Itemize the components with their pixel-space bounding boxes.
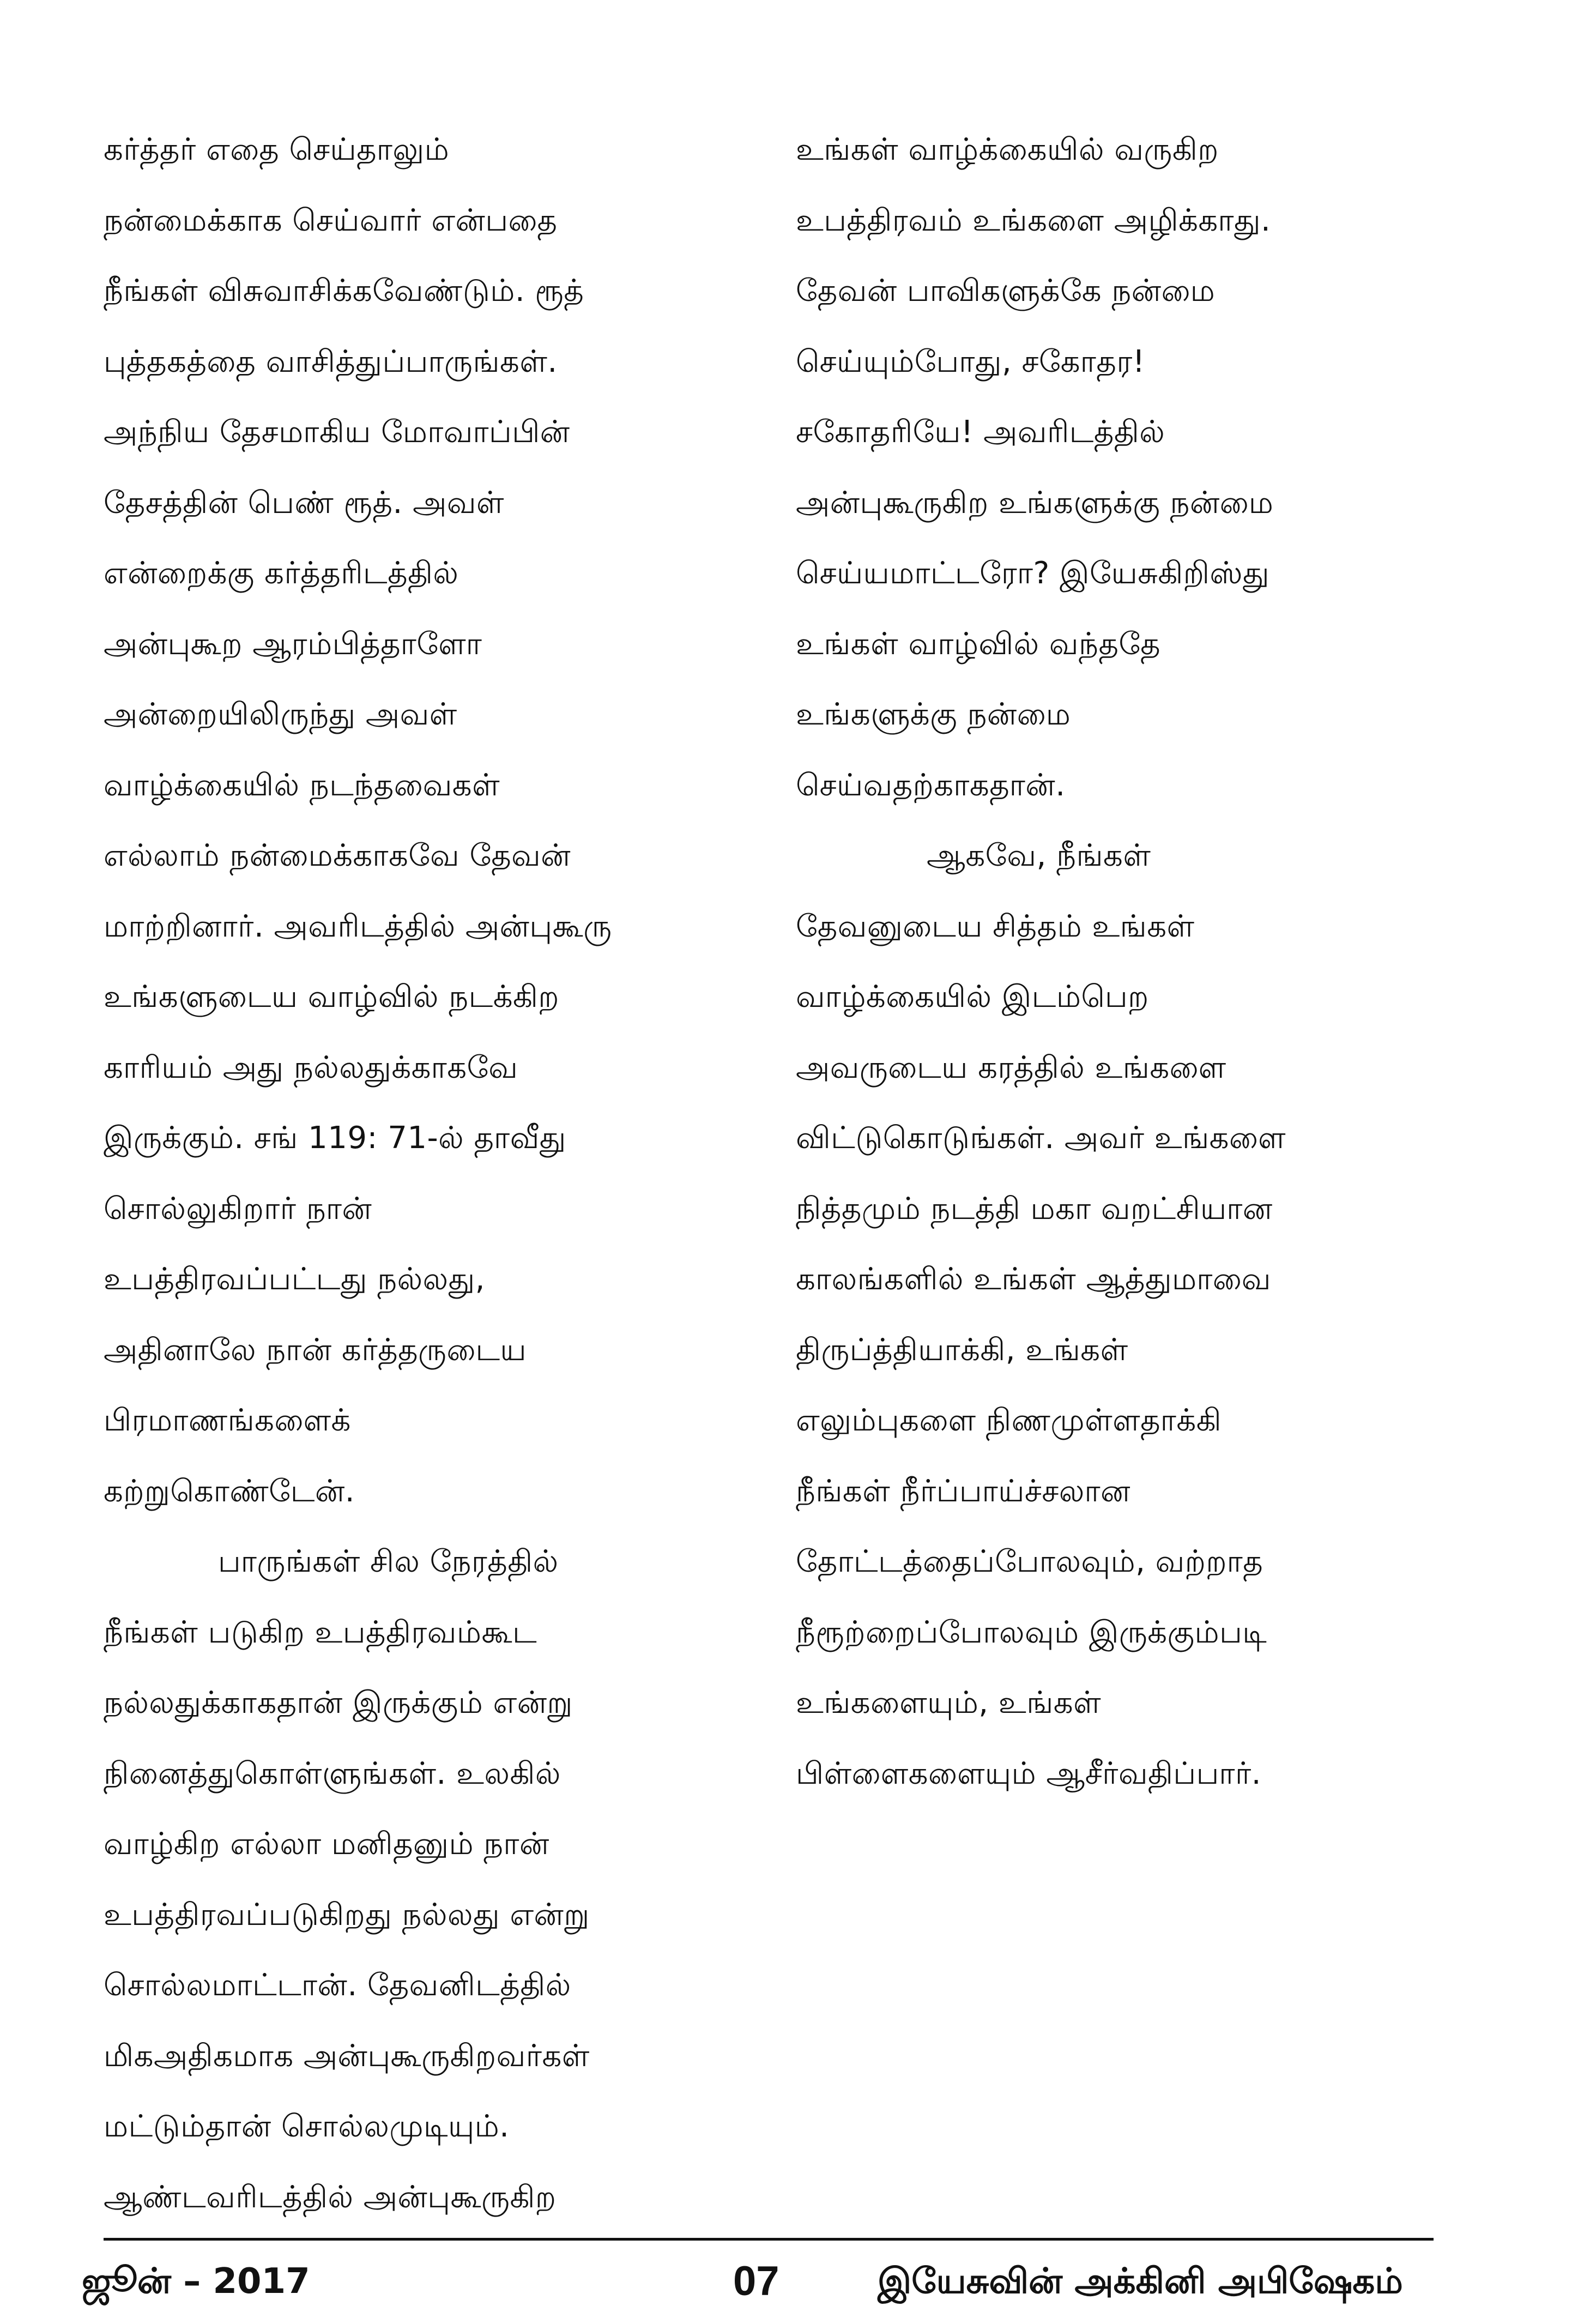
text-line: அந்நிய தேசமாகிய மோவாப்பின் [104, 414, 570, 450]
text-line: காலங்களில் உங்கள் ஆத்துமாவை [796, 1261, 1271, 1297]
text-line: நல்லதுக்காகதான் இருக்கும் என்று [104, 1685, 573, 1721]
text-line: நீங்கள் நீர்ப்பாய்ச்சலான [796, 1473, 1130, 1509]
right-text-column [796, 114, 1477, 1809]
text-line: எலும்புகளை நிணமுள்ளதாக்கி [796, 1403, 1222, 1438]
text-line: அதினாலே நான் கர்த்தருடைய [104, 1332, 527, 1368]
text-line: இருக்கும். சங் 119: 71-ல் தாவீது [104, 1120, 566, 1156]
text-line: உங்களுடைய வாழ்வில் நடக்கிற [104, 979, 560, 1015]
text-line: செய்யமாட்டரோ? இயேசுகிறிஸ்து [796, 556, 1270, 591]
text-line: உங்களையும், உங்கள் [796, 1685, 1102, 1721]
text-line: நினைத்துகொள்ளுங்கள். உலகில் [104, 1755, 561, 1791]
text-line: அன்றையிலிருந்து அவள் [104, 697, 457, 732]
left-text-column [104, 114, 758, 2232]
text-line: நீங்கள் படுகிற உபத்திரவம்கூட [104, 1614, 537, 1650]
text-line: உங்கள் வாழ்வில் வந்ததே [796, 626, 1161, 662]
text-line: நித்தமும் நடத்தி மகா வறட்சியான [796, 1191, 1273, 1227]
footer-divider [104, 2238, 1434, 2241]
text-line: சொல்லமாட்டான். தேவனிடத்தில் [104, 1967, 571, 2003]
text-line: தேவன் பாவிகளுக்கே நன்மை [796, 273, 1216, 309]
text-line: வாழ்க்கையில் நடந்தவைகள் [104, 767, 500, 803]
text-line: தோட்டத்தைப்போலவும், வற்றாத [796, 1544, 1263, 1579]
text-line: வாழ்கிற எல்லா மனிதனும் நான் [104, 1826, 549, 1862]
text-line: சொல்லுகிறார் நான் [104, 1191, 372, 1227]
text-line: நீரூற்றைப்போலவும் இருக்கும்படி [796, 1614, 1267, 1650]
text-line: என்றைக்கு கர்த்தரிடத்தில் [104, 556, 459, 591]
text-line: எல்லாம் நன்மைக்காகவே தேவன் [104, 838, 571, 873]
text-line: வாழ்க்கையில் இடம்பெற [796, 979, 1149, 1015]
footer-date: ஜூன் – 2017 [82, 2261, 310, 2302]
text-line: நன்மைக்காக செய்வார் என்பதை [104, 202, 558, 238]
text-line: மட்டும்தான் சொல்லமுடியும். [104, 2109, 510, 2144]
text-line: விட்டுகொடுங்கள். அவர் உங்களை [796, 1120, 1286, 1156]
text-line: காரியம் அது நல்லதுக்காகவே [104, 1049, 518, 1085]
text-line: நீங்கள் விசுவாசிக்கவேண்டும். ரூத் [104, 273, 584, 309]
text-line: பிரமாணங்களைக் [104, 1403, 351, 1438]
text-line: உபத்திரவப்படுகிறது நல்லது என்று [104, 1897, 590, 1933]
text-line: அன்புகூற ஆரம்பித்தாளோ [104, 626, 482, 662]
text-line: உபத்திரவம் உங்களை அழிக்காது. [796, 202, 1271, 238]
text-line: மாற்றினார். அவரிடத்தில் அன்புகூரு [104, 908, 612, 944]
text-line: திருப்த்தியாக்கி, உங்கள் [796, 1332, 1128, 1368]
text-line: உங்களுக்கு நன்மை [796, 697, 1071, 732]
paragraph-start-line: பாருங்கள் சில நேரத்தில் [218, 1544, 559, 1579]
publication-title: இயேசுவின் அக்கினி அபிஷேகம் [878, 2261, 1403, 2302]
text-line: பிள்ளைகளையும் ஆசீர்வதிப்பார். [796, 1755, 1262, 1791]
text-line: சகோதரியே! அவரிடத்தில் [796, 414, 1165, 450]
text-line: கற்றுகொண்டேன். [104, 1473, 355, 1509]
text-line: அன்புகூருகிற உங்களுக்கு நன்மை [796, 485, 1274, 521]
page-number: 07 [733, 2258, 779, 2304]
text-line: ஆண்டவரிடத்தில் அன்புகூருகிற [104, 2179, 557, 2215]
text-line: தேவனுடைய சித்தம் உங்கள் [796, 908, 1195, 944]
text-line: தேசத்தின் பெண் ரூத். அவள் [104, 485, 504, 521]
paragraph-start-line: ஆகவே, நீங்கள் [927, 838, 1151, 873]
text-line: மிகஅதிகமாக அன்புகூருகிறவர்கள் [104, 2038, 590, 2074]
text-line: உபத்திரவப்பட்டது நல்லது, [104, 1261, 485, 1297]
text-line: புத்தகத்தை வாசித்துப்பாருங்கள். [104, 343, 558, 379]
text-line: செய்யும்போது, சகோதர! [796, 343, 1145, 379]
text-line: உங்கள் வாழ்க்கையில் வருகிற [796, 132, 1219, 167]
text-line: கர்த்தர் எதை செய்தாலும் [104, 132, 450, 167]
text-line: செய்வதற்காகதான். [796, 767, 1066, 803]
text-line: அவருடைய கரத்தில் உங்களை [796, 1049, 1226, 1085]
